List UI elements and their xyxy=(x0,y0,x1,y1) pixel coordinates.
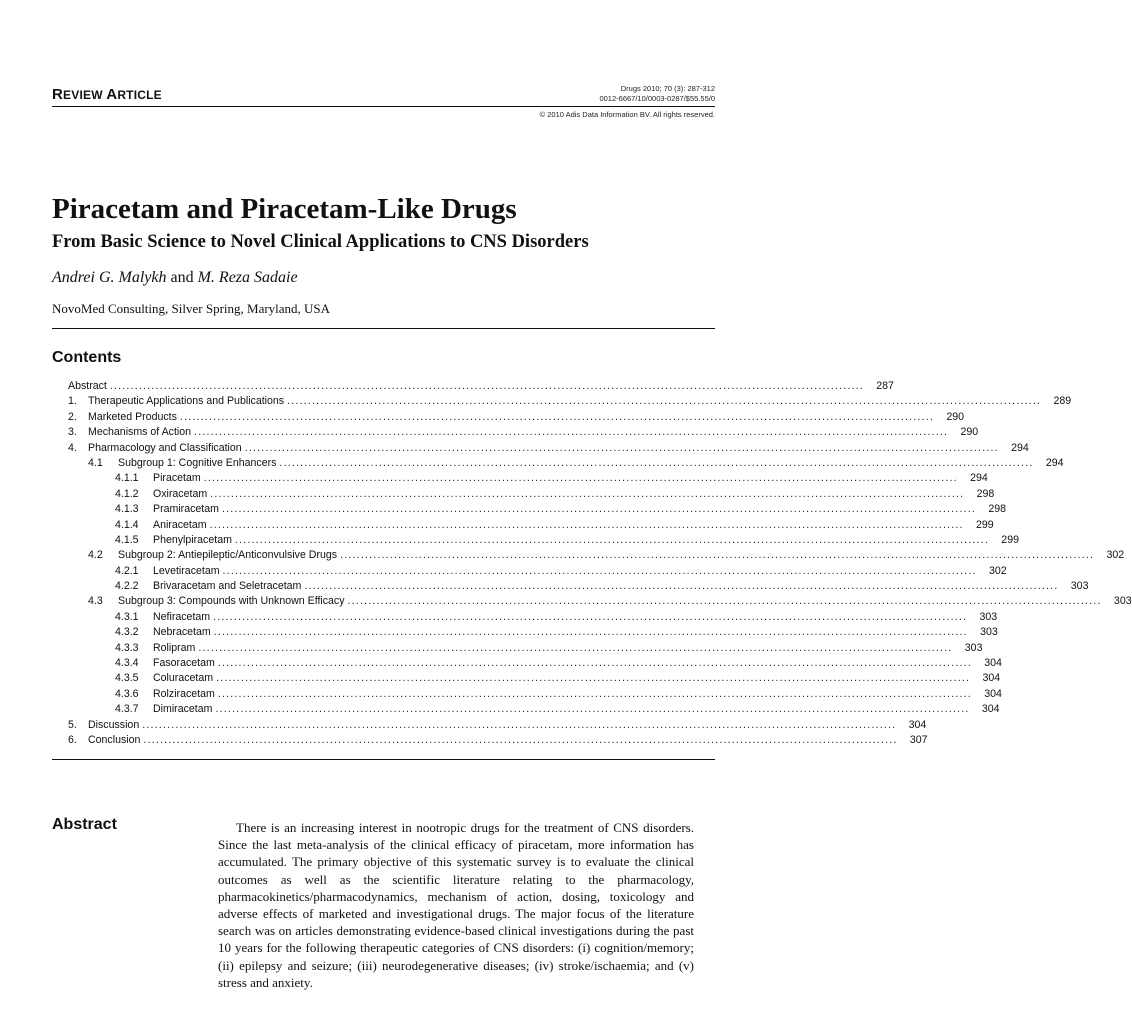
article-title: Piracetam and Piracetam-Like Drugs xyxy=(52,193,517,225)
toc-entry-label: Piracetam xyxy=(153,472,201,485)
toc-entry-number: 4.1.3 xyxy=(115,503,139,516)
toc-entry[interactable] xyxy=(68,687,1002,702)
toc-entry-label: Therapeutic Applications and Publications xyxy=(88,395,285,408)
toc-entry-label: Discussion xyxy=(88,718,140,731)
toc-entry-number: 1. xyxy=(68,395,77,408)
toc-entry-page: 290 xyxy=(946,410,964,423)
header-divider xyxy=(52,106,715,107)
toc-dot-leader: ...................................................................................................................................................................................... xyxy=(215,703,970,716)
author-affiliation: NovoMed Consulting, Silver Spring, Maryland, USA xyxy=(52,301,331,316)
toc-entry-label: Rolipram xyxy=(153,641,196,654)
toc-dot-leader: ...................................................................................................................................................................................... xyxy=(210,487,965,500)
citation-line-2: 0012-6667/10/0003-0287/$55.55/0 xyxy=(599,93,715,103)
toc-entry-label: Brivaracetam and Seletracetam xyxy=(153,580,302,593)
toc-entry[interactable] xyxy=(68,594,1132,609)
toc-entry-page: 304 xyxy=(984,657,1002,670)
toc-entry[interactable] xyxy=(68,487,995,502)
toc-entry-page: 287 xyxy=(876,380,894,392)
toc-entry-label: Mechanisms of Action xyxy=(88,426,192,439)
table-of-contents xyxy=(68,379,1132,748)
toc-entry-number: 4.1.1 xyxy=(115,472,139,485)
toc-entry-label: Rolziracetam xyxy=(153,687,215,700)
toc-dot-leader: ...................................................................................................................................................................................... xyxy=(217,657,972,670)
toc-entry[interactable] xyxy=(68,718,927,733)
toc-entry-number: 4.3.1 xyxy=(115,610,139,623)
section-label xyxy=(52,86,162,103)
toc-entry-label: Dimiracetam xyxy=(153,703,213,716)
toc-dot-leader: ...................................................................................................................................................................................... xyxy=(347,595,1102,608)
toc-entry[interactable] xyxy=(68,610,998,625)
toc-dot-leader: ...................................................................................................................................................................................... xyxy=(179,410,934,423)
toc-entry-label: Nebracetam xyxy=(153,626,211,639)
toc-dot-leader: ...................................................................................................................................................................................... xyxy=(222,564,977,577)
toc-dot-leader: ...................................................................................................................................................................................... xyxy=(209,518,964,531)
toc-entry-page: 303 xyxy=(1070,580,1089,593)
toc-entry-page: 299 xyxy=(1001,533,1019,546)
toc-entry-number: 2. xyxy=(68,410,77,423)
toc-entry-label: Fasoracetam xyxy=(153,657,215,670)
toc-entry-page: 303 xyxy=(1113,595,1132,608)
toc-entry-page: 304 xyxy=(908,718,927,731)
contents-top-divider xyxy=(52,328,715,329)
toc-dot-leader: ...................................................................................................................................................................................... xyxy=(234,533,989,546)
toc-dot-leader: ...................................................................................................................................................................................... xyxy=(203,472,958,485)
toc-entry[interactable] xyxy=(68,671,1001,686)
toc-entry-number: 4.3.2 xyxy=(115,626,139,639)
toc-entry-page: 303 xyxy=(979,610,998,623)
toc-dot-leader: ...................................................................................................................................................................................... xyxy=(304,580,1059,593)
toc-entry-page: 290 xyxy=(960,426,979,439)
toc-dot-leader: ...................................................................................................................................................................................... xyxy=(143,733,898,746)
toc-entry[interactable] xyxy=(68,625,998,640)
toc-entry-label: Subgroup 2: Antiepileptic/Anticonvulsive Drugs xyxy=(118,549,338,562)
toc-dot-leader: ...................................................................................................................................................................................... xyxy=(244,441,999,454)
toc-entry-label: Phenylpiracetam xyxy=(153,533,232,546)
article-subtitle: From Basic Science to Novel Clinical Applications to CNS Disorders xyxy=(52,232,589,252)
toc-dot-leader: ...................................................................................................................................................................................... xyxy=(216,672,971,685)
toc-dot-leader: ...................................................................................................................................................................................... xyxy=(340,549,1095,562)
toc-entry-number: 4.2.1 xyxy=(115,564,139,577)
toc-entry[interactable] xyxy=(68,702,1000,717)
toc-entry-number: 4.3 xyxy=(88,595,103,608)
toc-entry-page: 294 xyxy=(970,472,988,485)
toc-entry-number: 4.2.2 xyxy=(115,580,139,593)
toc-entry-label: Aniracetam xyxy=(153,518,207,531)
toc-dot-leader: ...................................................................................................................................................................................... xyxy=(198,641,953,654)
toc-entry-number: 4.2 xyxy=(88,549,103,562)
toc-entry-page: 289 xyxy=(1053,395,1072,408)
toc-entry-page: 302 xyxy=(1106,549,1125,562)
toc-entry-page: 304 xyxy=(982,672,1001,685)
toc-dot-leader: ...................................................................................................................................................................................... xyxy=(279,456,1034,469)
section-label-rest-1: EVIEW xyxy=(63,88,107,102)
toc-dot-leader: ...................................................................................................................................................................................... xyxy=(221,503,977,516)
toc-entry[interactable] xyxy=(68,579,1089,594)
abstract-text: There is an increasing interest in nootropic drugs for the treatment of CNS disorders. Since the last meta-analysis of the clinical efficacy of piracetam, more information has accumulated. The primary objective of this systematic survey is to evaluate the clinical outcomes as well as the scientific literature relating to the pharmacology, pharmacokinetics/pharmacodynamics, mechanism of action, dosing, toxicology and adverse effects of marketed and investigational drugs. The major focus of the literature search was on articles demonstrating evidence-based clinical investigations during the past 10 years for the following therapeutic categories of CNS disorders: (i) cognition/memory; (ii) epilepsy and seizure; (iii) neurodegenerative diseases; (iv) stroke/ischaemia; and (v) stress and anxiety. xyxy=(218,820,694,990)
toc-entry-number: 3. xyxy=(68,426,77,439)
toc-dot-leader: ...................................................................................................................................................................................... xyxy=(213,626,968,639)
toc-entry[interactable] xyxy=(68,641,983,656)
toc-entry-label: Nefiracetam xyxy=(153,610,211,623)
toc-entry-number: 4.3.4 xyxy=(115,657,139,670)
toc-entry-label: Levetiracetam xyxy=(153,564,220,577)
toc-dot-leader: ...................................................................................................................................................................................... xyxy=(194,426,949,439)
author-line xyxy=(52,269,298,287)
toc-entry-label: Subgroup 1: Cognitive Enhancers xyxy=(118,456,277,469)
toc-dot-leader: ...................................................................................................................................................................................... xyxy=(287,395,1042,408)
toc-entry-page: 298 xyxy=(988,503,1007,516)
toc-entry-number: 4.3.5 xyxy=(115,672,139,685)
toc-entry-page: 304 xyxy=(981,703,1000,716)
section-label-initial-1: R xyxy=(52,86,64,103)
toc-entry-number: 4.1 xyxy=(88,456,103,469)
toc-entry-page: 303 xyxy=(964,641,983,654)
toc-entry-label: Subgroup 3: Compounds with Unknown Efficacy xyxy=(118,595,345,608)
author-name: Andrei G. Malykh xyxy=(52,269,167,286)
abstract-heading: Abstract xyxy=(52,816,117,833)
toc-entry-page: 298 xyxy=(976,487,995,500)
toc-entry-number: 4.3.7 xyxy=(115,703,139,716)
toc-entry-label: Pramiracetam xyxy=(153,503,219,516)
toc-entry-label: Pharmacology and Classification xyxy=(88,441,242,454)
toc-entry-page: 294 xyxy=(1011,441,1029,454)
toc-entry-label: Abstract xyxy=(68,380,107,392)
toc-entry[interactable] xyxy=(68,456,1064,471)
toc-entry[interactable] xyxy=(68,425,979,440)
toc-entry[interactable] xyxy=(68,518,994,533)
toc-dot-leader: ...................................................................................................................................................................................... xyxy=(213,610,968,623)
citation-line-1: Drugs 2010; 70 (3): 287-312 xyxy=(620,84,715,93)
toc-entry-page: 303 xyxy=(980,626,998,639)
toc-entry-number: 4. xyxy=(68,441,77,454)
toc-dot-leader: ...................................................................................................................................................................................... xyxy=(109,380,864,392)
contents-heading: Contents xyxy=(52,349,122,366)
toc-entry-label: Marketed Products xyxy=(88,410,177,423)
toc-entry[interactable] xyxy=(68,533,1019,548)
toc-entry-label: Coluracetam xyxy=(153,672,214,685)
toc-entry-number: 4.3.6 xyxy=(115,687,139,700)
author-joiner: and xyxy=(166,269,198,286)
section-label-initial-2: A xyxy=(106,86,118,103)
toc-entry[interactable] xyxy=(68,379,894,394)
toc-entry-page: 307 xyxy=(909,733,928,746)
author-name: M. Reza Sadaie xyxy=(197,269,298,286)
contents-bottom-divider xyxy=(52,759,715,760)
toc-entry-number: 4.3.3 xyxy=(115,641,139,654)
toc-entry-label: Conclusion xyxy=(88,733,141,746)
toc-entry-page: 304 xyxy=(984,687,1002,700)
toc-dot-leader: ...................................................................................................................................................................................... xyxy=(142,718,897,731)
toc-entry[interactable] xyxy=(68,548,1125,563)
toc-entry[interactable] xyxy=(68,441,1029,456)
toc-entry-number: 6. xyxy=(68,733,77,746)
citation-block xyxy=(599,84,715,103)
toc-entry-number: 5. xyxy=(68,718,77,731)
toc-entry-page: 294 xyxy=(1045,456,1064,469)
toc-entry-page: 299 xyxy=(975,518,994,531)
toc-dot-leader: ...................................................................................................................................................................................... xyxy=(217,687,972,700)
copyright-notice: © 2010 Adis Data Information BV. All rights reserved. xyxy=(539,110,715,119)
toc-entry-label: Oxiracetam xyxy=(153,487,208,500)
toc-entry[interactable] xyxy=(68,410,964,425)
section-label-rest-2: RTICLE xyxy=(117,88,162,102)
toc-entry[interactable] xyxy=(68,733,928,748)
toc-entry-number: 4.1.5 xyxy=(115,533,139,546)
toc-entry[interactable] xyxy=(68,502,1007,517)
toc-entry[interactable] xyxy=(68,656,1002,671)
toc-entry-number: 4.1.2 xyxy=(115,487,139,500)
toc-entry-page: 302 xyxy=(988,564,1007,577)
toc-entry[interactable] xyxy=(68,564,1007,579)
toc-entry[interactable] xyxy=(68,394,1072,409)
toc-entry-number: 4.1.4 xyxy=(115,518,139,531)
toc-entry[interactable] xyxy=(68,471,988,486)
